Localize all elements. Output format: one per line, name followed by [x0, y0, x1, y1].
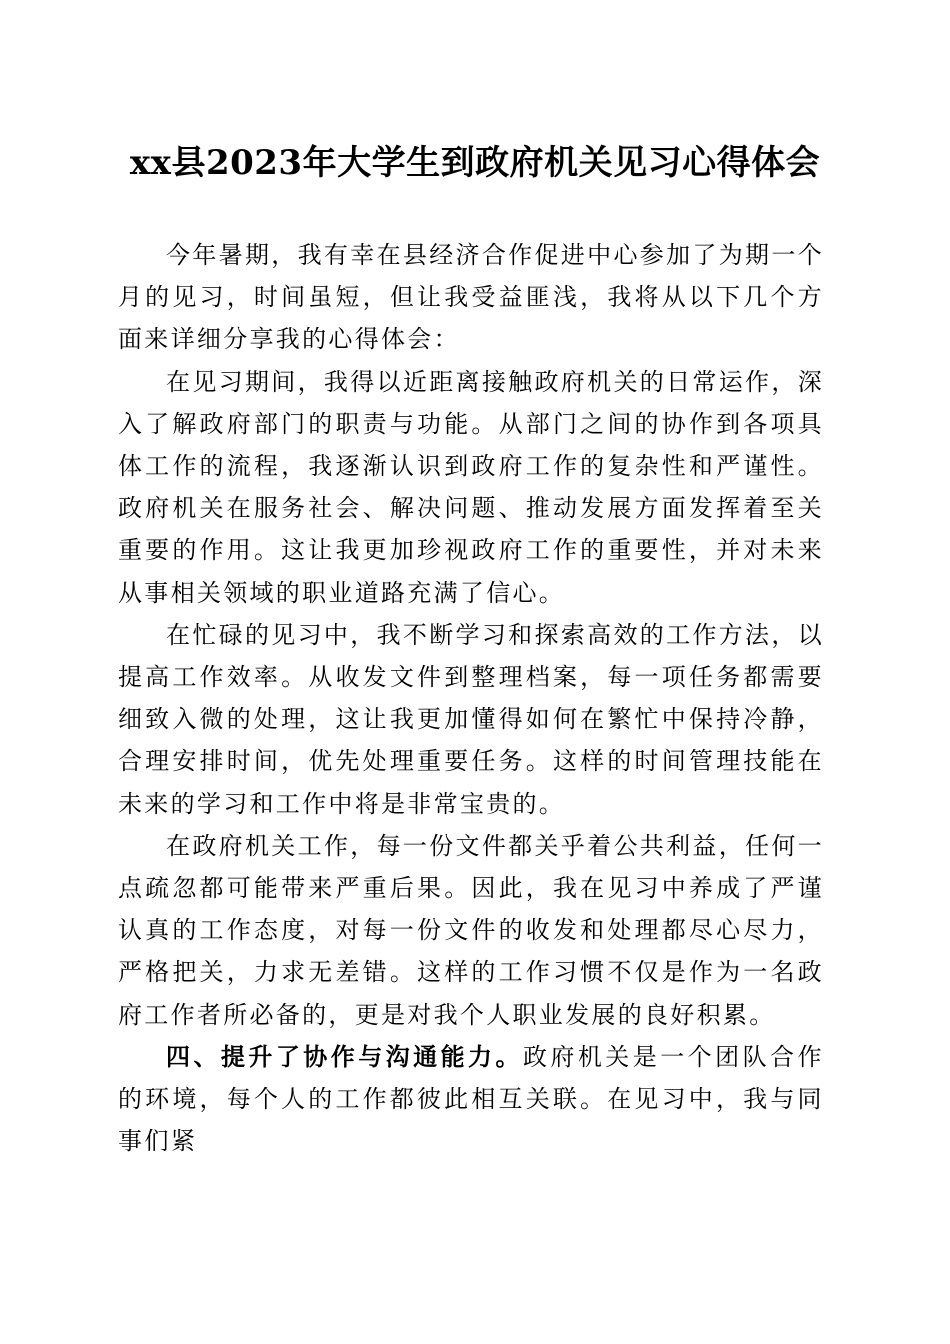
paragraph-attitude: 在政府机关工作，每一份文件都关乎着公共利益，任何一点疏忽都可能带来严重后果。因此，我在见习中养成了严谨认真的工作态度，对每一份文件的收发和处理都尽心尽力，严格把关，力求无差错。这样的工作习惯不仅是作为一名政府工作者所必备的，更是对我个人职业发展的良好积累。: [118, 831, 824, 1029]
paragraph-section-four: [118, 1036, 824, 1163]
section-four-text: 政府机关是一个团队合作的环境，每个人的工作都彼此相互关联。在见习中，我与同事们紧: [118, 1042, 825, 1156]
document-title: xx县2023年大学生到政府机关见习心得体会: [129, 143, 821, 183]
paragraph-efficiency: 在忙碌的见习中，我不断学习和探索高效的工作方法，以提高工作效率。从收发文件到整理档案，每一项任务都需要细致入微的处理，这让我更加懂得如何在繁忙中保持冷静，合理安排时间，优先处理重要任务。这样的时间管理技能在未来的学习和工作中将是非常宝贵的。: [118, 620, 824, 818]
document-body: [118, 234, 824, 1162]
section-four-heading: 四、提升了协作与沟通能力。: [166, 1042, 523, 1071]
paragraph-intro: 今年暑期，我有幸在县经济合作促进中心参加了为期一个月的见习，时间虽短，但让我受益匪浅，我将从以下几个方面来详细分享我的心得体会：: [118, 241, 824, 354]
paragraph-understanding: 在见习期间，我得以近距离接触政府机关的日常运作，深入了解政府部门的职责与功能。从部门之间的协作到各项具体工作的流程，我逐渐认识到政府工作的复杂性和严谨性。政府机关在服务社会、解决问题、推动发展方面发挥着至关重要的作用。这让我更加珍视政府工作的重要性，并对未来从事相关领域的职业道路充满了信心。: [118, 367, 824, 607]
